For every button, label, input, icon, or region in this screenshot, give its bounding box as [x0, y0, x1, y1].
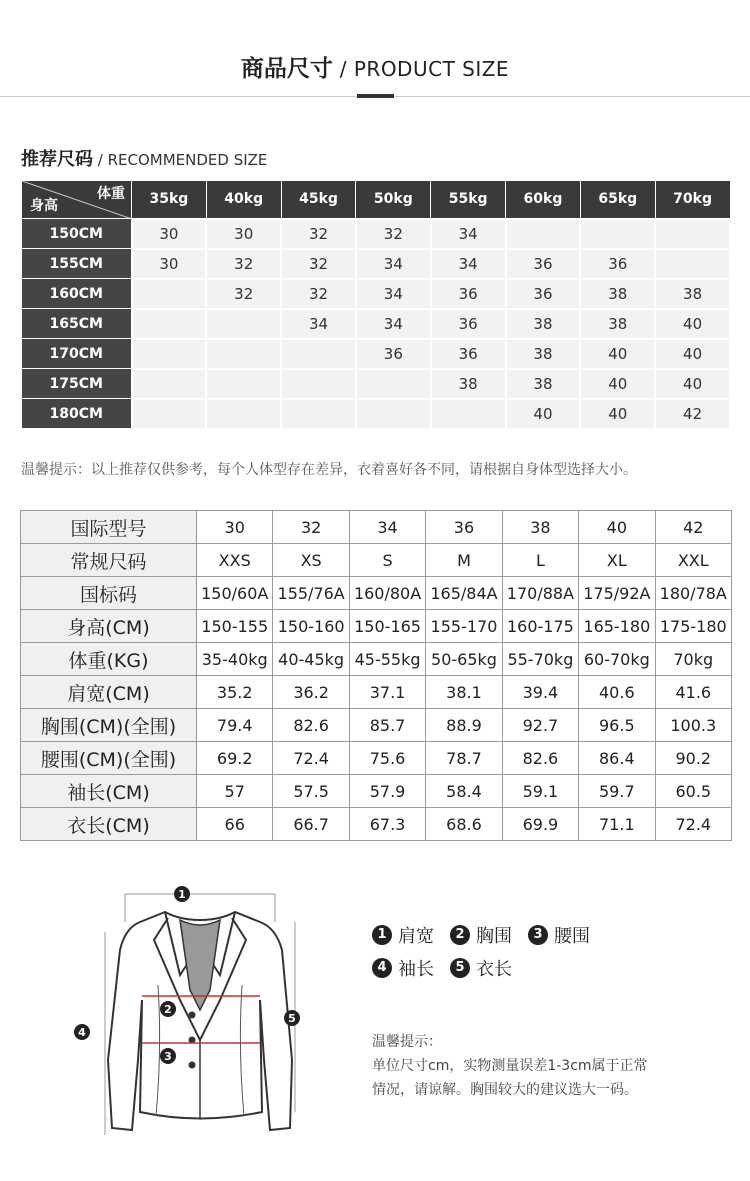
size-row-label: 体重(KG) [21, 643, 197, 676]
size-value-cell: 155/76A [273, 577, 349, 610]
recommended-title-en: / RECOMMENDED SIZE [93, 151, 268, 169]
number-3-icon: 3 [528, 925, 548, 945]
note-line: 情况，请谅解。胸围较大的建议选大一码。 [372, 1082, 638, 1098]
legend-label: 肩宽 [398, 925, 434, 947]
size-row-label: 肩宽(CM) [21, 676, 197, 709]
size-row-label: 国际型号 [21, 511, 197, 544]
size-value-cell: 57.5 [273, 775, 349, 808]
size-value-cell: XXL [655, 544, 731, 577]
recommended-row [22, 339, 731, 369]
recommended-size-cell [132, 399, 207, 429]
size-value-cell: 60.5 [655, 775, 731, 808]
jacket-illustration [70, 880, 330, 1150]
weight-header: 65kg [580, 181, 655, 219]
size-value-cell: 78.7 [426, 742, 502, 775]
recommended-size-cell [132, 279, 207, 309]
size-value-cell: 38 [502, 511, 578, 544]
number-1-icon: 1 [372, 925, 392, 945]
recommended-table-body [22, 219, 731, 429]
height-label: 155CM [22, 249, 132, 279]
recommendation-tip: 温馨提示：以上推荐仅供参考，每个人体型存在差异，衣着喜好各不同，请根据自身体型选择大小。 [21, 462, 637, 478]
svg-text:1: 1 [178, 888, 186, 901]
recommended-size-cell: 40 [655, 369, 730, 399]
measurement-legend [372, 918, 606, 984]
size-row [21, 709, 732, 742]
recommended-size-cell: 32 [206, 279, 281, 309]
recommended-size-cell: 32 [356, 219, 431, 249]
size-value-cell: 35-40kg [197, 643, 273, 676]
size-value-cell: 67.3 [349, 808, 425, 841]
size-row-label: 衣长(CM) [21, 808, 197, 841]
svg-text:4: 4 [78, 1026, 86, 1039]
size-value-cell: M [426, 544, 502, 577]
recommended-size-cell: 40 [580, 399, 655, 429]
legend-label: 衣长 [476, 958, 512, 980]
note-line: 单位尺寸cm，实物测量误差1-3cm属于正常 [372, 1058, 648, 1074]
size-value-cell: 150-160 [273, 610, 349, 643]
recommended-size-cell: 36 [506, 279, 581, 309]
measurement-note [372, 1030, 648, 1102]
size-value-cell: 85.7 [349, 709, 425, 742]
recommended-size-cell [431, 399, 506, 429]
corner-cell [22, 181, 132, 219]
size-value-cell: 57 [197, 775, 273, 808]
size-value-cell: 82.6 [502, 742, 578, 775]
size-value-cell: 155-170 [426, 610, 502, 643]
header-accent-bar [357, 94, 394, 98]
number-4-icon: 4 [372, 958, 392, 978]
size-value-cell: 150-165 [349, 610, 425, 643]
size-value-cell: 70kg [655, 643, 731, 676]
size-value-cell: 30 [197, 511, 273, 544]
size-value-cell: 175/92A [579, 577, 655, 610]
size-row-label: 国标码 [21, 577, 197, 610]
size-value-cell: 58.4 [426, 775, 502, 808]
recommended-size-cell [206, 339, 281, 369]
recommended-size-cell: 38 [506, 369, 581, 399]
size-measurement-table [20, 510, 732, 841]
recommended-row [22, 279, 731, 309]
weight-header: 60kg [506, 181, 581, 219]
recommended-size-cell [206, 309, 281, 339]
recommended-size-cell: 38 [506, 309, 581, 339]
recommended-size-cell: 34 [431, 249, 506, 279]
marker-5-icon [284, 1010, 300, 1026]
recommended-size-cell: 36 [356, 339, 431, 369]
size-row [21, 610, 732, 643]
recommended-title-zh: 推荐尺码 [21, 149, 93, 170]
recommended-size-cell [132, 369, 207, 399]
size-table-body [21, 511, 732, 841]
corner-height-label: 身高 [30, 198, 58, 214]
size-value-cell: 66 [197, 808, 273, 841]
recommended-size-cell [132, 309, 207, 339]
height-label: 165CM [22, 309, 132, 339]
recommended-size-cell [356, 369, 431, 399]
legend-item-sleeve [372, 955, 434, 981]
recommended-size-cell: 36 [580, 249, 655, 279]
recommended-size-cell: 32 [281, 279, 356, 309]
recommended-size-cell: 40 [580, 339, 655, 369]
size-value-cell: 96.5 [579, 709, 655, 742]
recommended-size-cell: 34 [356, 279, 431, 309]
size-value-cell: 72.4 [273, 742, 349, 775]
size-row [21, 808, 732, 841]
size-value-cell: 92.7 [502, 709, 578, 742]
size-value-cell: 39.4 [502, 676, 578, 709]
recommended-size-cell [281, 339, 356, 369]
size-value-cell: 160/80A [349, 577, 425, 610]
size-value-cell: 40.6 [579, 676, 655, 709]
recommended-size-cell: 38 [580, 309, 655, 339]
height-label: 175CM [22, 369, 132, 399]
weight-header: 70kg [655, 181, 730, 219]
size-value-cell: 72.4 [655, 808, 731, 841]
size-value-cell: 75.6 [349, 742, 425, 775]
size-value-cell: XL [579, 544, 655, 577]
recommended-size-cell [356, 399, 431, 429]
size-value-cell: 60-70kg [579, 643, 655, 676]
recommended-size-cell [132, 339, 207, 369]
page-header [0, 50, 750, 83]
recommended-size-cell: 40 [580, 369, 655, 399]
size-row-label: 身高(CM) [21, 610, 197, 643]
recommended-size-cell: 36 [431, 339, 506, 369]
corner-weight-label: 体重 [97, 186, 125, 202]
size-row [21, 643, 732, 676]
recommended-row [22, 399, 731, 429]
recommended-size-cell: 40 [506, 399, 581, 429]
size-value-cell: 160-175 [502, 610, 578, 643]
size-row [21, 742, 732, 775]
recommended-size-cell [580, 219, 655, 249]
legend-row [372, 951, 606, 984]
size-row-label: 腰围(CM)(全围) [21, 742, 197, 775]
size-value-cell: XXS [197, 544, 273, 577]
recommended-size-cell: 42 [655, 399, 730, 429]
legend-label: 袖长 [398, 958, 434, 980]
size-value-cell: 79.4 [197, 709, 273, 742]
size-value-cell: 82.6 [273, 709, 349, 742]
page-title-en: / PRODUCT SIZE [332, 57, 510, 81]
recommended-size-cell: 30 [132, 249, 207, 279]
number-2-icon: 2 [450, 925, 470, 945]
size-value-cell: 175-180 [655, 610, 731, 643]
size-value-cell: 36.2 [273, 676, 349, 709]
recommended-size-cell: 38 [655, 279, 730, 309]
size-value-cell: 57.9 [349, 775, 425, 808]
recommended-size-cell: 34 [281, 309, 356, 339]
svg-text:3: 3 [164, 1050, 172, 1063]
size-value-cell: 37.1 [349, 676, 425, 709]
recommended-size-cell [506, 219, 581, 249]
recommended-size-cell [281, 369, 356, 399]
recommended-size-cell: 40 [655, 339, 730, 369]
recommended-size-cell [655, 219, 730, 249]
marker-4-icon [74, 1024, 90, 1040]
recommended-size-cell [206, 369, 281, 399]
size-row [21, 544, 732, 577]
weight-header: 40kg [206, 181, 281, 219]
size-value-cell: 150/60A [197, 577, 273, 610]
weight-header: 35kg [132, 181, 207, 219]
svg-text:2: 2 [164, 1003, 172, 1016]
jacket-diagram [70, 880, 330, 1150]
size-value-cell: 165/84A [426, 577, 502, 610]
recommended-heading [21, 145, 267, 171]
size-value-cell: 66.7 [273, 808, 349, 841]
size-value-cell: 100.3 [655, 709, 731, 742]
legend-item-shoulder [372, 922, 434, 948]
legend-label: 胸围 [476, 925, 512, 947]
size-value-cell: 59.1 [502, 775, 578, 808]
size-value-cell: 165-180 [579, 610, 655, 643]
recommended-row [22, 369, 731, 399]
size-value-cell: 34 [349, 511, 425, 544]
size-value-cell: 55-70kg [502, 643, 578, 676]
legend-label: 腰围 [554, 925, 590, 947]
height-label: 150CM [22, 219, 132, 249]
height-label: 180CM [22, 399, 132, 429]
recommended-row [22, 249, 731, 279]
recommended-size-cell: 40 [655, 309, 730, 339]
recommended-size-cell: 38 [506, 339, 581, 369]
size-row [21, 676, 732, 709]
size-value-cell: 86.4 [579, 742, 655, 775]
size-value-cell: L [502, 544, 578, 577]
recommended-size-cell: 38 [431, 369, 506, 399]
size-value-cell: 40 [579, 511, 655, 544]
size-row [21, 577, 732, 610]
size-value-cell: 35.2 [197, 676, 273, 709]
size-value-cell: 88.9 [426, 709, 502, 742]
size-value-cell: 41.6 [655, 676, 731, 709]
recommended-size-table [21, 180, 731, 430]
size-value-cell: 69.9 [502, 808, 578, 841]
recommended-size-cell [206, 399, 281, 429]
size-value-cell: 180/78A [655, 577, 731, 610]
legend-item-chest [450, 922, 512, 948]
weight-header-row [22, 181, 731, 219]
size-value-cell: 170/88A [502, 577, 578, 610]
size-value-cell: XS [273, 544, 349, 577]
recommended-size-cell [281, 399, 356, 429]
size-value-cell: 59.7 [579, 775, 655, 808]
recommended-size-cell: 32 [281, 219, 356, 249]
size-row-label: 常规尺码 [21, 544, 197, 577]
size-value-cell: 71.1 [579, 808, 655, 841]
size-value-cell: 45-55kg [349, 643, 425, 676]
recommended-size-cell: 34 [431, 219, 506, 249]
recommended-size-cell [655, 249, 730, 279]
marker-2-icon [160, 1001, 176, 1017]
size-value-cell: 90.2 [655, 742, 731, 775]
recommended-size-cell: 32 [206, 249, 281, 279]
height-label: 170CM [22, 339, 132, 369]
page-title-zh: 商品尺寸 [240, 56, 333, 82]
size-row-label: 袖长(CM) [21, 775, 197, 808]
recommended-size-cell: 30 [132, 219, 207, 249]
recommended-row [22, 309, 731, 339]
recommended-size-cell: 30 [206, 219, 281, 249]
size-value-cell: 32 [273, 511, 349, 544]
marker-3-icon [160, 1048, 176, 1064]
recommended-size-cell: 36 [506, 249, 581, 279]
size-row-label: 胸围(CM)(全围) [21, 709, 197, 742]
recommended-size-cell: 34 [356, 249, 431, 279]
size-value-cell: 150-155 [197, 610, 273, 643]
size-value-cell: 50-65kg [426, 643, 502, 676]
legend-item-length [450, 955, 512, 981]
recommended-size-cell: 32 [281, 249, 356, 279]
weight-header: 50kg [356, 181, 431, 219]
recommended-size-cell: 38 [580, 279, 655, 309]
legend-item-waist [528, 922, 590, 948]
weight-header: 45kg [281, 181, 356, 219]
size-row [21, 775, 732, 808]
recommended-row [22, 219, 731, 249]
size-value-cell: S [349, 544, 425, 577]
size-value-cell: 38.1 [426, 676, 502, 709]
size-value-cell: 42 [655, 511, 731, 544]
size-value-cell: 68.6 [426, 808, 502, 841]
marker-1-icon [174, 886, 190, 902]
weight-header: 55kg [431, 181, 506, 219]
height-label: 160CM [22, 279, 132, 309]
legend-row [372, 918, 606, 951]
recommended-size-cell: 36 [431, 309, 506, 339]
size-value-cell: 40-45kg [273, 643, 349, 676]
recommended-size-cell: 36 [431, 279, 506, 309]
svg-text:5: 5 [288, 1012, 296, 1025]
number-5-icon: 5 [450, 958, 470, 978]
size-value-cell: 36 [426, 511, 502, 544]
size-value-cell: 69.2 [197, 742, 273, 775]
recommended-size-cell: 34 [356, 309, 431, 339]
size-row [21, 511, 732, 544]
note-title: 温馨提示： [372, 1034, 442, 1050]
